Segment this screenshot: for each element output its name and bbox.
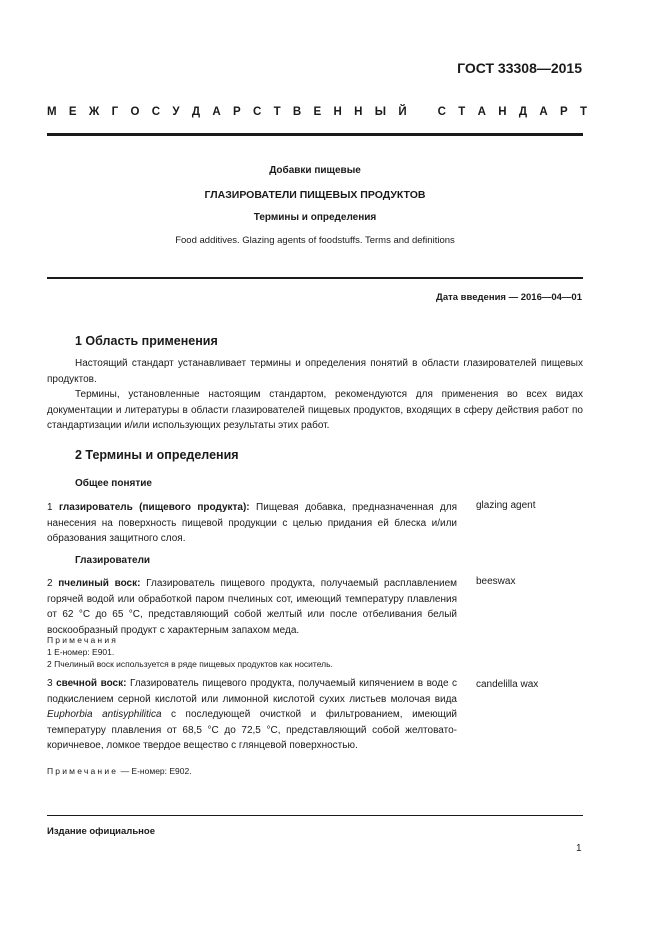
title-letter: М <box>47 106 57 118</box>
title-letter: С <box>252 106 262 118</box>
title-sub: Термины и определения <box>253 212 377 223</box>
official-edition: Издание официальное <box>47 826 155 837</box>
standard-type-title <box>47 106 587 118</box>
term-2-definition <box>47 576 457 638</box>
term-2-number: 2 <box>47 578 53 589</box>
footer-rule <box>47 815 583 816</box>
title-letter: Г <box>111 106 119 118</box>
section-1-paragraph-1: Настоящий стандарт устанавливает термины и определения понятий в области глазирователей пищевых продуктов. <box>47 358 583 385</box>
title-letter: С <box>151 106 161 118</box>
title-letter: Ы <box>374 106 387 118</box>
term-3-text-a: Глазирователь пищевого продукта, получаемый кипячением в воде с подкислением серной кислотой или лимонной кислотой сухих листьев молочая вида <box>47 678 458 705</box>
title-letter: Р <box>559 106 568 118</box>
title-letter: Т <box>458 106 466 118</box>
header-rule <box>47 133 583 136</box>
term-2-notes <box>47 634 333 670</box>
standard-code: ГОСТ 33308—2015 <box>457 60 582 76</box>
title-letter: Н <box>354 106 363 118</box>
note-1: 1 Е-номер: Е901. <box>47 647 115 657</box>
title-letter: Н <box>333 106 342 118</box>
title-letter: А <box>212 106 221 118</box>
term-1-definition <box>47 500 457 547</box>
note-label: Примечание <box>47 766 119 776</box>
section-2-heading: 2 Термины и определения <box>75 448 239 462</box>
date-of-introduction: Дата введения — 2016—04—01 <box>436 292 582 303</box>
term-3-text-b: с последующей очисткой и фильтрованием, имеющий температуру плавления от 68,5 °С до 72,5 °С, представляющий собой желтовато-коричневое, ломкое твердое вещество с глянцевой поверхностью. <box>47 709 457 751</box>
term-1-name: глазирователь (пищевого продукта): <box>58 502 250 513</box>
title-letter: Н <box>498 106 507 118</box>
title-gap <box>419 106 425 118</box>
title-letter: А <box>477 106 486 118</box>
note-3-text: — Е-номер: Е902. <box>118 766 192 776</box>
term-3-number: 3 <box>47 678 53 689</box>
title-main: ГЛАЗИРОВАТЕЛИ ПИЩЕВЫХ ПРОДУКТОВ <box>204 189 426 201</box>
title-rule <box>47 277 583 279</box>
term-3-name: свечной воск: <box>56 678 127 689</box>
section-1-heading: 1 Область применения <box>75 334 218 348</box>
term-1-english: glazing agent <box>476 500 536 511</box>
title-letter: Ж <box>88 106 100 118</box>
title-letter: Й <box>398 106 407 118</box>
general-concept-heading: Общее понятие <box>75 478 152 489</box>
title-group: Добавки пищевые <box>269 165 361 176</box>
title-letter: Е <box>313 106 322 118</box>
title-letter: Р <box>232 106 241 118</box>
title-letter: Д <box>518 106 528 118</box>
title-letter: Т <box>579 106 587 118</box>
note-2: 2 Пчелиный воск используется в ряде пищевых продуктов как носитель. <box>47 659 333 669</box>
title-letter: Т <box>273 106 281 118</box>
term-3-note <box>47 765 192 777</box>
page-number: 1 <box>576 843 582 854</box>
glazers-heading: Глазирователи <box>75 555 151 566</box>
title-letter: В <box>292 106 302 118</box>
title-letter: О <box>130 106 140 118</box>
term-3-english: candelilla wax <box>476 679 539 690</box>
title-letter: У <box>172 106 180 118</box>
section-1-body <box>47 356 583 434</box>
title-letter: Д <box>191 106 201 118</box>
title-letter: А <box>539 106 548 118</box>
term-1-text: Пищевая добавка, предназначенная для нанесения на поверхность пищевой продукции с целью придания ей блеска и/или образования защитного слоя. <box>47 502 458 544</box>
title-letter: Е <box>68 106 77 118</box>
title-letter: С <box>437 106 446 118</box>
term-3-species: Euphorbia antisyphilitica <box>47 709 162 720</box>
term-3-definition <box>47 676 457 754</box>
term-2-english: beeswax <box>476 576 516 587</box>
title-english: Food additives. Glazing agents of foodstuffs. Terms and definitions <box>175 235 455 246</box>
term-1-number: 1 <box>47 502 53 513</box>
section-1-paragraph-2: Термины, установленные настоящим стандартом, рекомендуются для применения во всех видах документации и литературы в области глазирователей пищевых продуктов, входящих в сферу действия работ по стандартизации и/или использующих результаты этих работ. <box>47 389 583 431</box>
term-2-name: пчелиный воск: <box>58 578 141 589</box>
notes-label: Примечания <box>47 635 119 645</box>
term-2-text: Глазирователь пищевого продукта, получаемый расплавлением горячей водой или обработкой паром пчелиных сот, имеющий температуру плавления от 62 °С до 65 °С, представляющий собой желтый или после отбеливания белый воскообразный продукт с характерным запахом меда. <box>47 578 458 636</box>
